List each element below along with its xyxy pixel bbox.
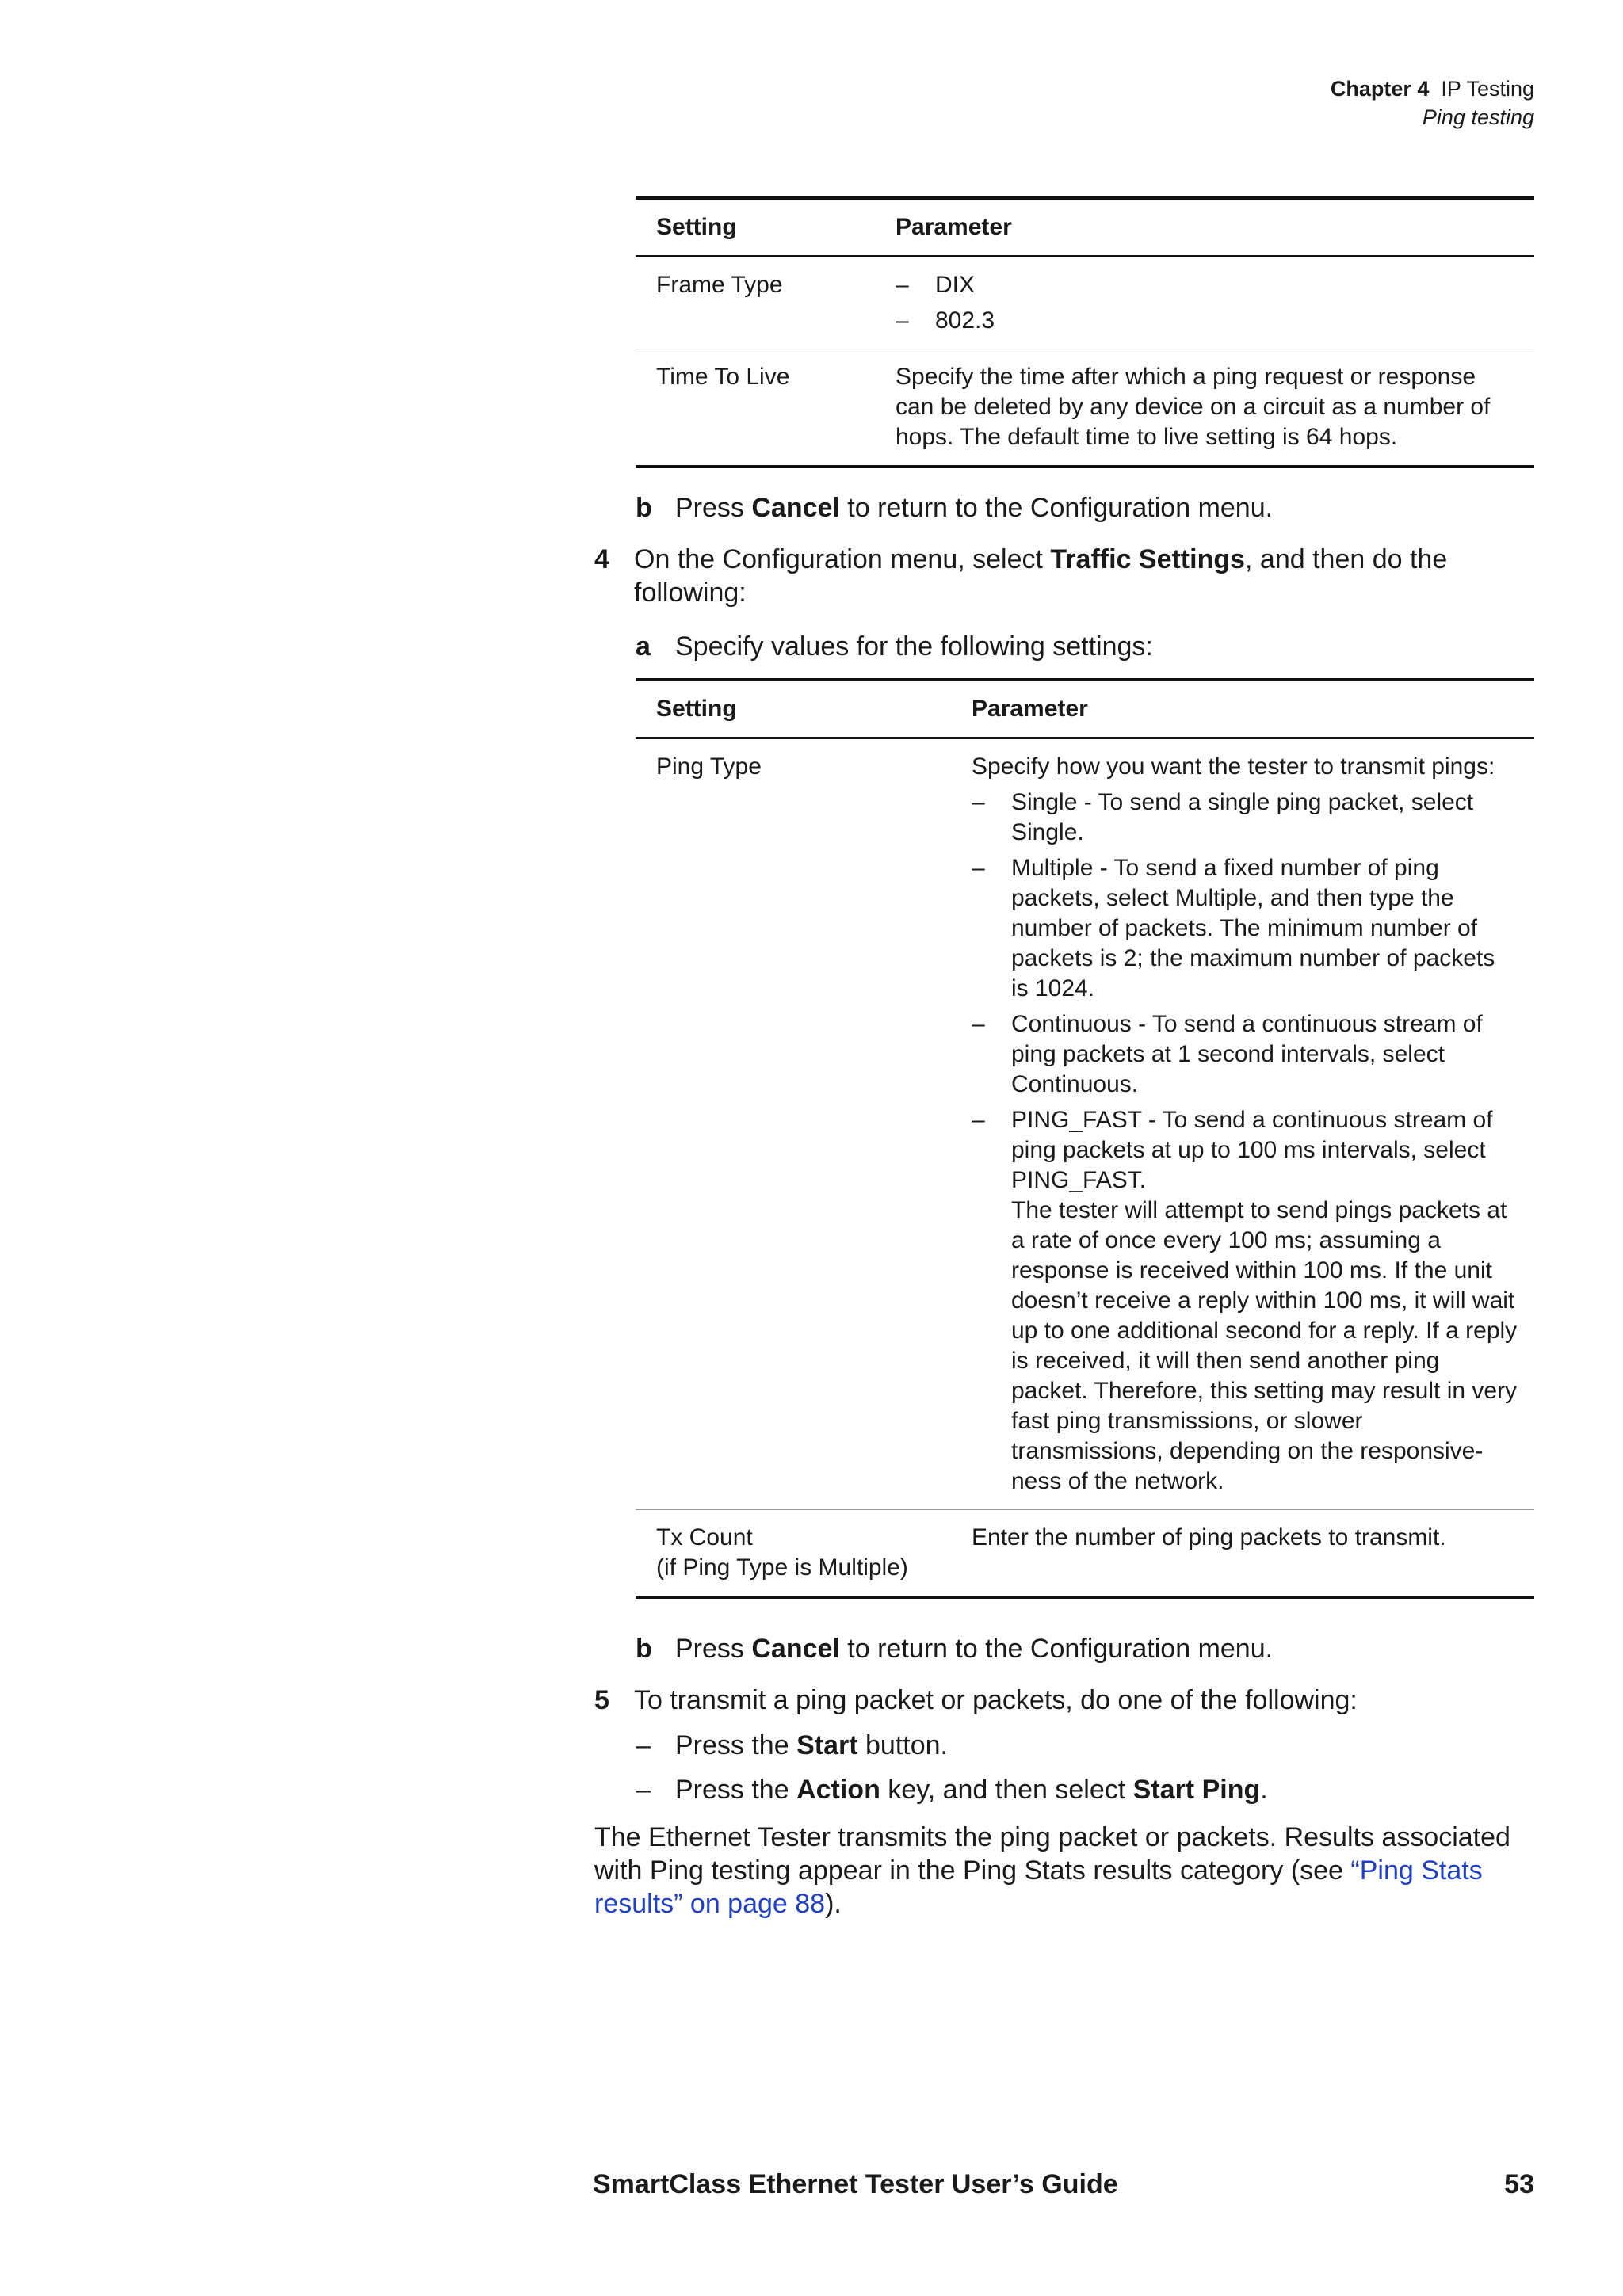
list-item [896,306,1534,336]
closing-paragraph [594,1821,1534,1920]
setting-cell: Time To Live [636,349,875,467]
action-key-label: Action [796,1775,880,1805]
page-footer [593,2169,1534,2200]
table-row [636,349,1534,467]
step-text: Press the [675,1775,797,1805]
dash-marker: – [972,855,985,881]
ping-stats-link[interactable]: “Ping Stats results” on page 88 [594,1855,1483,1919]
dash-marker: – [636,1775,651,1805]
option-text: Multiple - To send a fixed number of ping packets, select Multiple, and then type the number of packets. The minimum number of packets is 2; the maximum number of packets is 1024. [1011,855,1495,1001]
list-item [896,270,1534,300]
parameter-cell: Enter the number of ping packets to transmit. [951,1510,1534,1598]
step-text: Press the [675,1730,797,1760]
option-text: DIX [935,272,976,298]
chapter-title: IP Testing [1441,77,1534,101]
setting-cell: Frame Type [656,272,783,298]
paragraph-text: ). [825,1889,842,1919]
option-text: Continuous - To send a continuous stream of ping packets at 1 second intervals, select Continuous. [1011,1011,1483,1097]
list-item [972,1009,1518,1100]
list-item [972,1105,1518,1497]
step-text: Press [675,1634,752,1664]
step-number: 4 [594,544,609,574]
settings-table-2 [636,678,1534,1599]
parameter-cell: Specify the time after which a ping request or response can be deleted by any device on a circuit as a number of hops. The default time to live setting is 64 hops. [875,349,1534,467]
dash-marker: – [972,1011,985,1037]
column-header-setting: Setting [636,198,875,257]
start-button-label: Start [796,1730,858,1760]
section-title: Ping testing [1422,105,1534,129]
cancel-key-label: Cancel [751,493,840,523]
guide-title: SmartClass Ethernet Tester User’s Guide [593,2169,1118,2199]
list-item [972,853,1518,1004]
step-text: to return to the Configuration menu. [839,1634,1274,1664]
settings-table-1 [636,196,1534,468]
table-row [636,1510,1534,1598]
option-text: Single - To send a single ping packet, select Single. [1011,789,1474,845]
setting-cell: Ping Type [656,753,762,780]
parameter-cell [875,257,1534,349]
parameter-cell [951,738,1534,1510]
step-text: To transmit a ping packet or packets, do one of the following: [634,1685,1358,1715]
step-letter: b [636,493,652,523]
table-row [636,738,1534,1510]
column-header-parameter: Parameter [951,680,1534,738]
paragraph-text: The Ethernet Tester transmits the ping packet or packets. Results associated with Ping testing appear in the Ping Stats results category (see [594,1822,1510,1886]
setting-condition: (if Ping Type is Multiple) [656,1554,908,1581]
chapter-number: Chapter 4 [1330,77,1430,101]
page-number: 53 [1504,2169,1534,2199]
column-header-parameter: Parameter [875,198,1534,257]
column-header-setting: Setting [636,680,951,738]
step-text: On the Configuration menu, select [634,544,1051,574]
step-text: key, and then select [880,1775,1133,1805]
step-text: . [1260,1775,1268,1805]
setting-cell [636,1510,951,1598]
dash-marker: – [972,789,985,815]
table-row [636,257,1534,349]
running-header [1331,74,1534,132]
setting-name: Tx Count [656,1524,753,1550]
option-text: 802.3 [935,307,995,334]
option-text: PING_FAST - To send a continuous stream of ping packets at up to 100 ms intervals, select PING_FAST. [1011,1107,1493,1193]
start-ping-label: Start Ping [1132,1775,1261,1805]
step-letter: a [636,631,651,662]
step-number: 5 [594,1685,609,1715]
list-item [972,788,1518,848]
step-text: Press [675,493,752,523]
option-note: The tester will attempt to send pings packets at a rate of once every 100 ms; assuming a response is received within 100 ms. If the unit doesn’t receive a reply within 100 ms, it will wait up to one additional second for a reply. If a reply is received, it will then send another ping packet. Therefore, this setting may result in very fast ping transmissions, or slower transmissions, depending on the responsive-ness of the network. [1011,1197,1518,1494]
dash-marker: – [972,1107,985,1133]
cancel-key-label: Cancel [751,1634,840,1664]
step-text: to return to the Configuration menu. [839,493,1274,523]
traffic-settings-label: Traffic Settings [1050,544,1246,574]
step-text: Specify values for the following settings: [675,631,1153,662]
dash-marker: – [896,272,909,298]
step-letter: b [636,1634,652,1664]
parameter-intro: Specify how you want the tester to transmit pings: [972,753,1495,780]
step-text: , and then do the following: [634,544,1448,608]
dash-marker: – [896,307,909,334]
dash-marker: – [636,1730,651,1760]
step-text: button. [857,1730,948,1760]
